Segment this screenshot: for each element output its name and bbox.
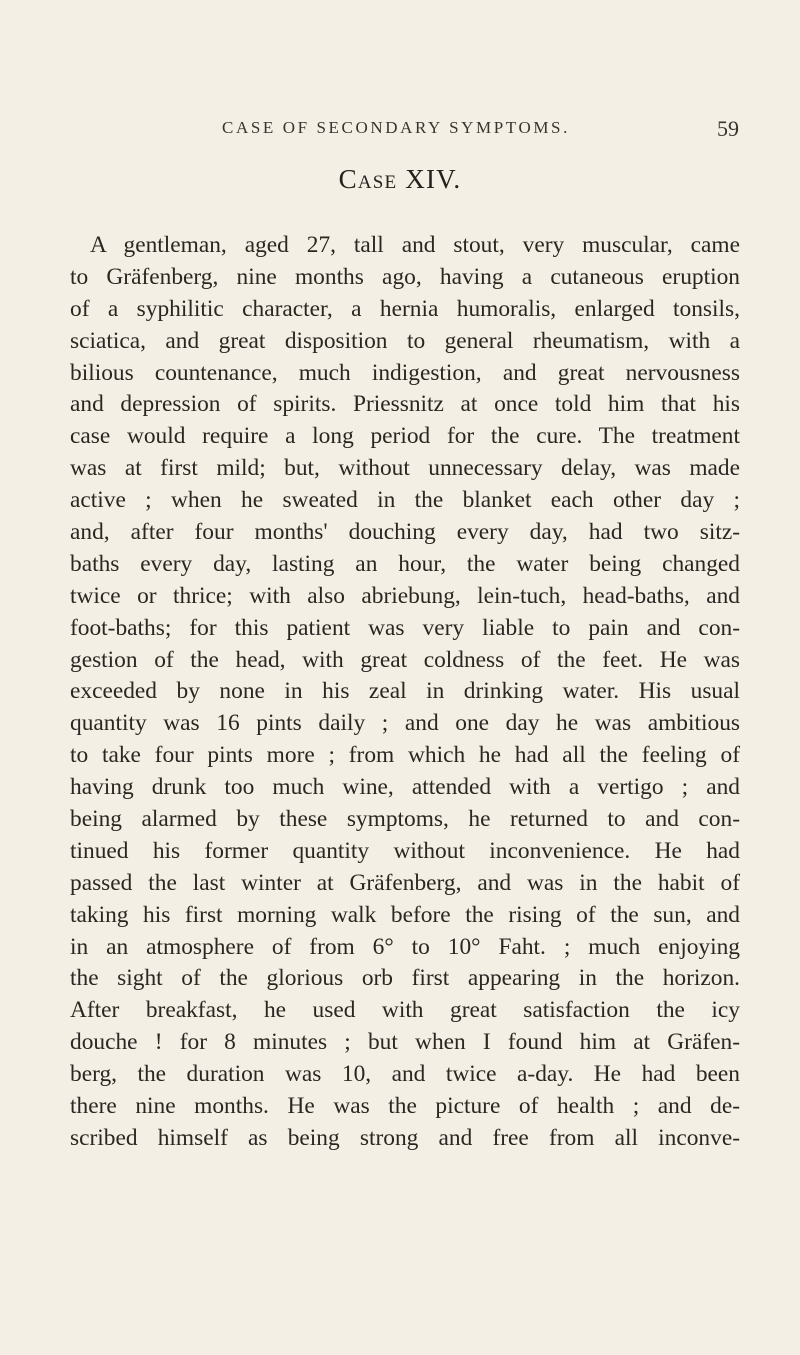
running-title: CASE OF SECONDARY SYMPTOMS. [222, 118, 570, 137]
text-line: to take four pints more ; from which he had all the feeling of [70, 742, 740, 769]
text-line: bilious countenance, much indigestion, and great nervousness [70, 359, 740, 386]
text-line: being alarmed by these symptoms, he returned to and con- [70, 806, 740, 833]
text-line: After breakfast, he used with great satisfaction the icy [70, 997, 740, 1024]
text-line: foot-baths; for this patient was very liable to pain and con- [70, 614, 740, 641]
text-line: having drunk too much wine, attended with a vertigo ; and [70, 774, 740, 801]
running-head [0, 118, 800, 142]
text-line: to Gräfenberg, nine months ago, having a cutaneous eruption [70, 263, 740, 290]
text-line: active ; when he sweated in the blanket each other day ; [70, 487, 740, 514]
page-number: 59 [717, 116, 739, 141]
text-line: gestion of the head, with great coldness of the feet. He was [70, 646, 740, 673]
text-line: sciatica, and great disposition to general rheumatism, with a [70, 327, 740, 354]
text-line: berg, the duration was 10, and twice a-day. He had been [70, 1061, 740, 1088]
text-line: case would require a long period for the cure. The treatment [70, 423, 740, 450]
text-line: of a syphilitic character, a hernia humoralis, enlarged tonsils, [70, 295, 740, 322]
text-line: twice or thrice; with also abriebung, lein-tuch, head-baths, and [70, 582, 740, 609]
text-line: douche ! for 8 minutes ; but when I found him at Gräfen- [70, 1029, 740, 1056]
text-line: in an atmosphere of from 6° to 10° Faht. ; much enjoying [70, 933, 740, 960]
text-line: there nine months. He was the picture of health ; and de- [70, 1093, 740, 1120]
case-heading: Case XIV. [338, 164, 462, 194]
text-line: passed the last winter at Gräfenberg, and was in the habit of [70, 869, 740, 896]
text-line: and depression of spirits. Priessnitz at once told him that his [70, 391, 740, 418]
text-line: exceeded by none in his zeal in drinking water. His usual [70, 678, 740, 705]
text-line: quantity was 16 pints daily ; and one day he was ambitious [70, 710, 740, 737]
text-line: scribed himself as being strong and free from all inconve- [70, 1124, 740, 1151]
text-line: taking his first morning walk before the rising of the sun, and [70, 901, 740, 928]
text-line: the sight of the glorious orb first appearing in the horizon. [70, 965, 740, 992]
text-line: and, after four months' douching every day, had two sitz- [70, 519, 740, 546]
text-line: was at first mild; but, without unnecessary delay, was made [70, 455, 740, 482]
text-line: baths every day, lasting an hour, the water being changed [70, 550, 740, 577]
text-line: A gentleman, aged 27, tall and stout, very muscular, came [90, 232, 740, 258]
body-text [70, 230, 740, 1155]
text-line: tinued his former quantity without inconvenience. He had [70, 837, 740, 864]
